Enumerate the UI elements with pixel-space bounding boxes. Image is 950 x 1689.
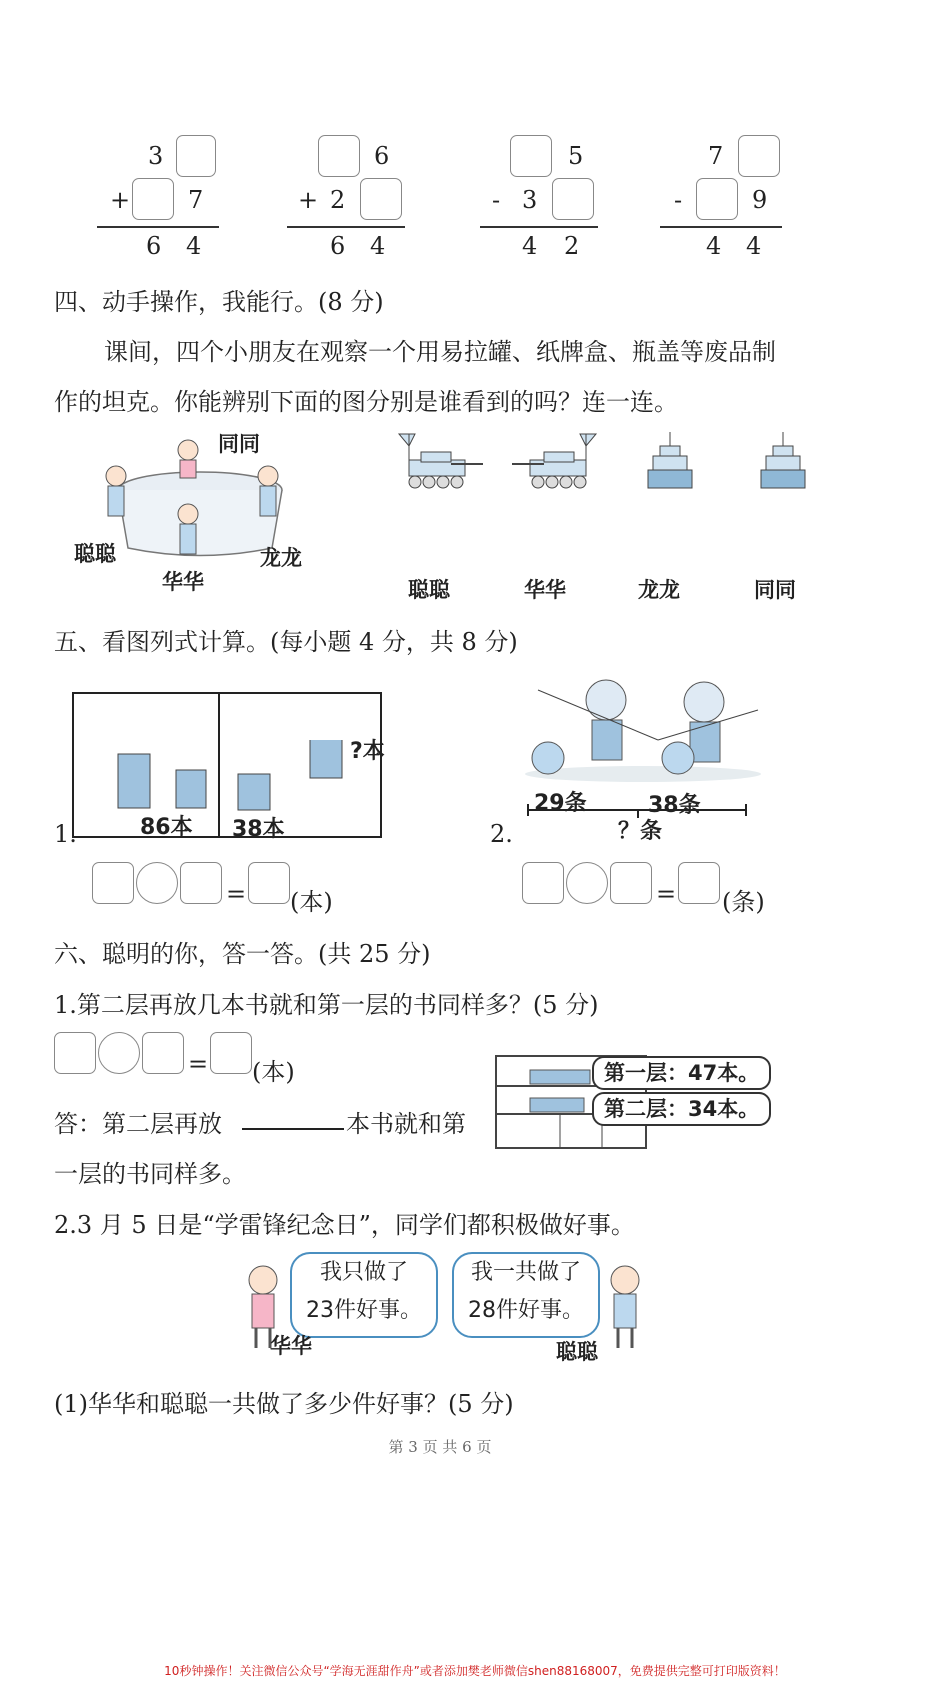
q1-result-box[interactable] (210, 1032, 252, 1074)
eq2-box-1[interactable] (522, 862, 564, 904)
digit: 5 (568, 142, 584, 170)
p1-label-38: 38本 (232, 817, 285, 842)
section4-title: 四、动手操作，我能行。(8 分) (54, 288, 384, 316)
name-huahua: 华华 (270, 1334, 312, 1358)
shelf-label-1: 第一层：47本。 (592, 1056, 771, 1090)
section5-title: 五、看图列式计算。(每小题 4 分，共 8 分) (54, 628, 518, 656)
operator: - (674, 186, 683, 214)
eq2-operator-circle[interactable] (566, 862, 608, 904)
digit: 4 (370, 232, 386, 260)
q1-box-2[interactable] (142, 1032, 184, 1074)
section4-text-line2: 作的坦克。你能辨别下面的图分别是谁看到的吗？连一连。 (54, 388, 678, 416)
eq2-unit: (条) (722, 888, 765, 916)
view-label-4: 同同 (754, 578, 796, 602)
p2-number: 2. (490, 820, 513, 848)
digit: 3 (522, 186, 538, 214)
scene-name-huahua: 华华 (162, 570, 204, 594)
operator: - (492, 186, 501, 214)
answer-box[interactable] (738, 135, 780, 177)
operator: + (298, 186, 319, 214)
bubble-line: 23件好事。 (306, 1298, 422, 1323)
section6-title: 六、聪明的你，答一答。(共 25 分) (54, 940, 431, 968)
digit: 7 (188, 186, 204, 214)
view-label-3: 龙龙 (638, 578, 680, 602)
digit: 2 (564, 232, 580, 260)
p1-label-question: ?本 (350, 739, 385, 764)
digit: 4 (522, 232, 538, 260)
digit: 4 (186, 232, 202, 260)
eq1-equals: = (226, 880, 247, 908)
digit: 4 (746, 232, 762, 260)
view-label-1: 聪聪 (408, 578, 450, 602)
digit: 4 (706, 232, 722, 260)
page-number: 第 3 页 共 6 页 (388, 1438, 492, 1456)
promo-footer: 10秒钟操作！关注微信公众号“学海无涯甜作舟”或者添加樊老师微信shen88168007，免费提供完整可打印版资料！ (164, 1664, 786, 1678)
answer-suffix: 一层的书同样多。 (54, 1160, 246, 1188)
tank-side-view-left (395, 430, 485, 494)
eq1-box-1[interactable] (92, 862, 134, 904)
eq1-result-box[interactable] (248, 862, 290, 904)
eq1-unit: (本) (290, 888, 333, 916)
answer-box[interactable] (360, 178, 402, 220)
bubble-line: 28件好事。 (468, 1298, 584, 1323)
section4-text-line1: 课间，四个小朋友在观察一个用易拉罐、纸牌盒、瓶盖等废品制 (104, 338, 776, 366)
answer-box[interactable] (132, 178, 174, 220)
tank-back-view (758, 430, 808, 492)
name-congcong: 聪聪 (556, 1340, 598, 1364)
p2-label-38: 38条 (648, 793, 701, 818)
eq1-box-2[interactable] (180, 862, 222, 904)
scene-name-longlong: 龙龙 (260, 546, 302, 570)
eq2-equals: = (656, 880, 677, 908)
operator: + (110, 186, 131, 214)
eq2-result-box[interactable] (678, 862, 720, 904)
view-label-2: 华华 (524, 578, 566, 602)
question-1: 1.第二层再放几本书就和第一层的书同样多？(5 分) (54, 991, 599, 1019)
answer-box[interactable] (510, 135, 552, 177)
congcong-boy-figure (598, 1262, 652, 1352)
digit: 6 (330, 232, 346, 260)
bubble-line: 我一共做了 (470, 1260, 581, 1285)
answer-middle: 本书就和第 (346, 1110, 466, 1138)
sum-line (660, 226, 782, 228)
shelf-label-2: 第二层：34本。 (592, 1092, 771, 1126)
tank-front-view (645, 430, 695, 492)
speech-bubble-congcong (452, 1252, 600, 1338)
eq1-operator-circle[interactable] (136, 862, 178, 904)
p2-label-question: ？条 (618, 819, 663, 844)
digit: 9 (752, 186, 768, 214)
answer-box[interactable] (696, 178, 738, 220)
p1-number: 1. (54, 820, 77, 848)
q1-equals: = (188, 1050, 209, 1078)
q1-box-1[interactable] (54, 1032, 96, 1074)
sum-line (287, 226, 405, 228)
answer-box[interactable] (552, 178, 594, 220)
digit: 7 (708, 142, 724, 170)
answer-prefix: 答：第二层再放 (54, 1110, 222, 1138)
digit: 6 (374, 142, 390, 170)
scene-name-congcong: 聪聪 (74, 542, 116, 566)
answer-blank[interactable] (242, 1128, 344, 1130)
p2-label-29: 29条 (534, 791, 587, 816)
digit: 2 (330, 186, 346, 214)
scene-name-tongtong: 同同 (218, 432, 260, 456)
answer-box[interactable] (176, 135, 216, 177)
sum-line (480, 226, 598, 228)
digit: 3 (148, 142, 164, 170)
q1-operator-circle[interactable] (98, 1032, 140, 1074)
sum-line (97, 226, 219, 228)
tank-side-view-right (510, 430, 600, 494)
eq2-box-2[interactable] (610, 862, 652, 904)
digit: 6 (146, 232, 162, 260)
bubble-line: 我只做了 (319, 1260, 408, 1285)
speech-bubble-huahua (290, 1252, 438, 1338)
q1-unit: (本) (252, 1058, 295, 1086)
question-2-1: (1)华华和聪聪一共做了多少件好事？(5 分) (54, 1390, 514, 1418)
question-2: 2.3 月 5 日是“学雷锋纪念日”，同学们都积极做好事。 (54, 1211, 635, 1239)
fishing-cats-picture (518, 670, 768, 785)
answer-box[interactable] (318, 135, 360, 177)
p1-label-86: 86本 (140, 815, 193, 840)
